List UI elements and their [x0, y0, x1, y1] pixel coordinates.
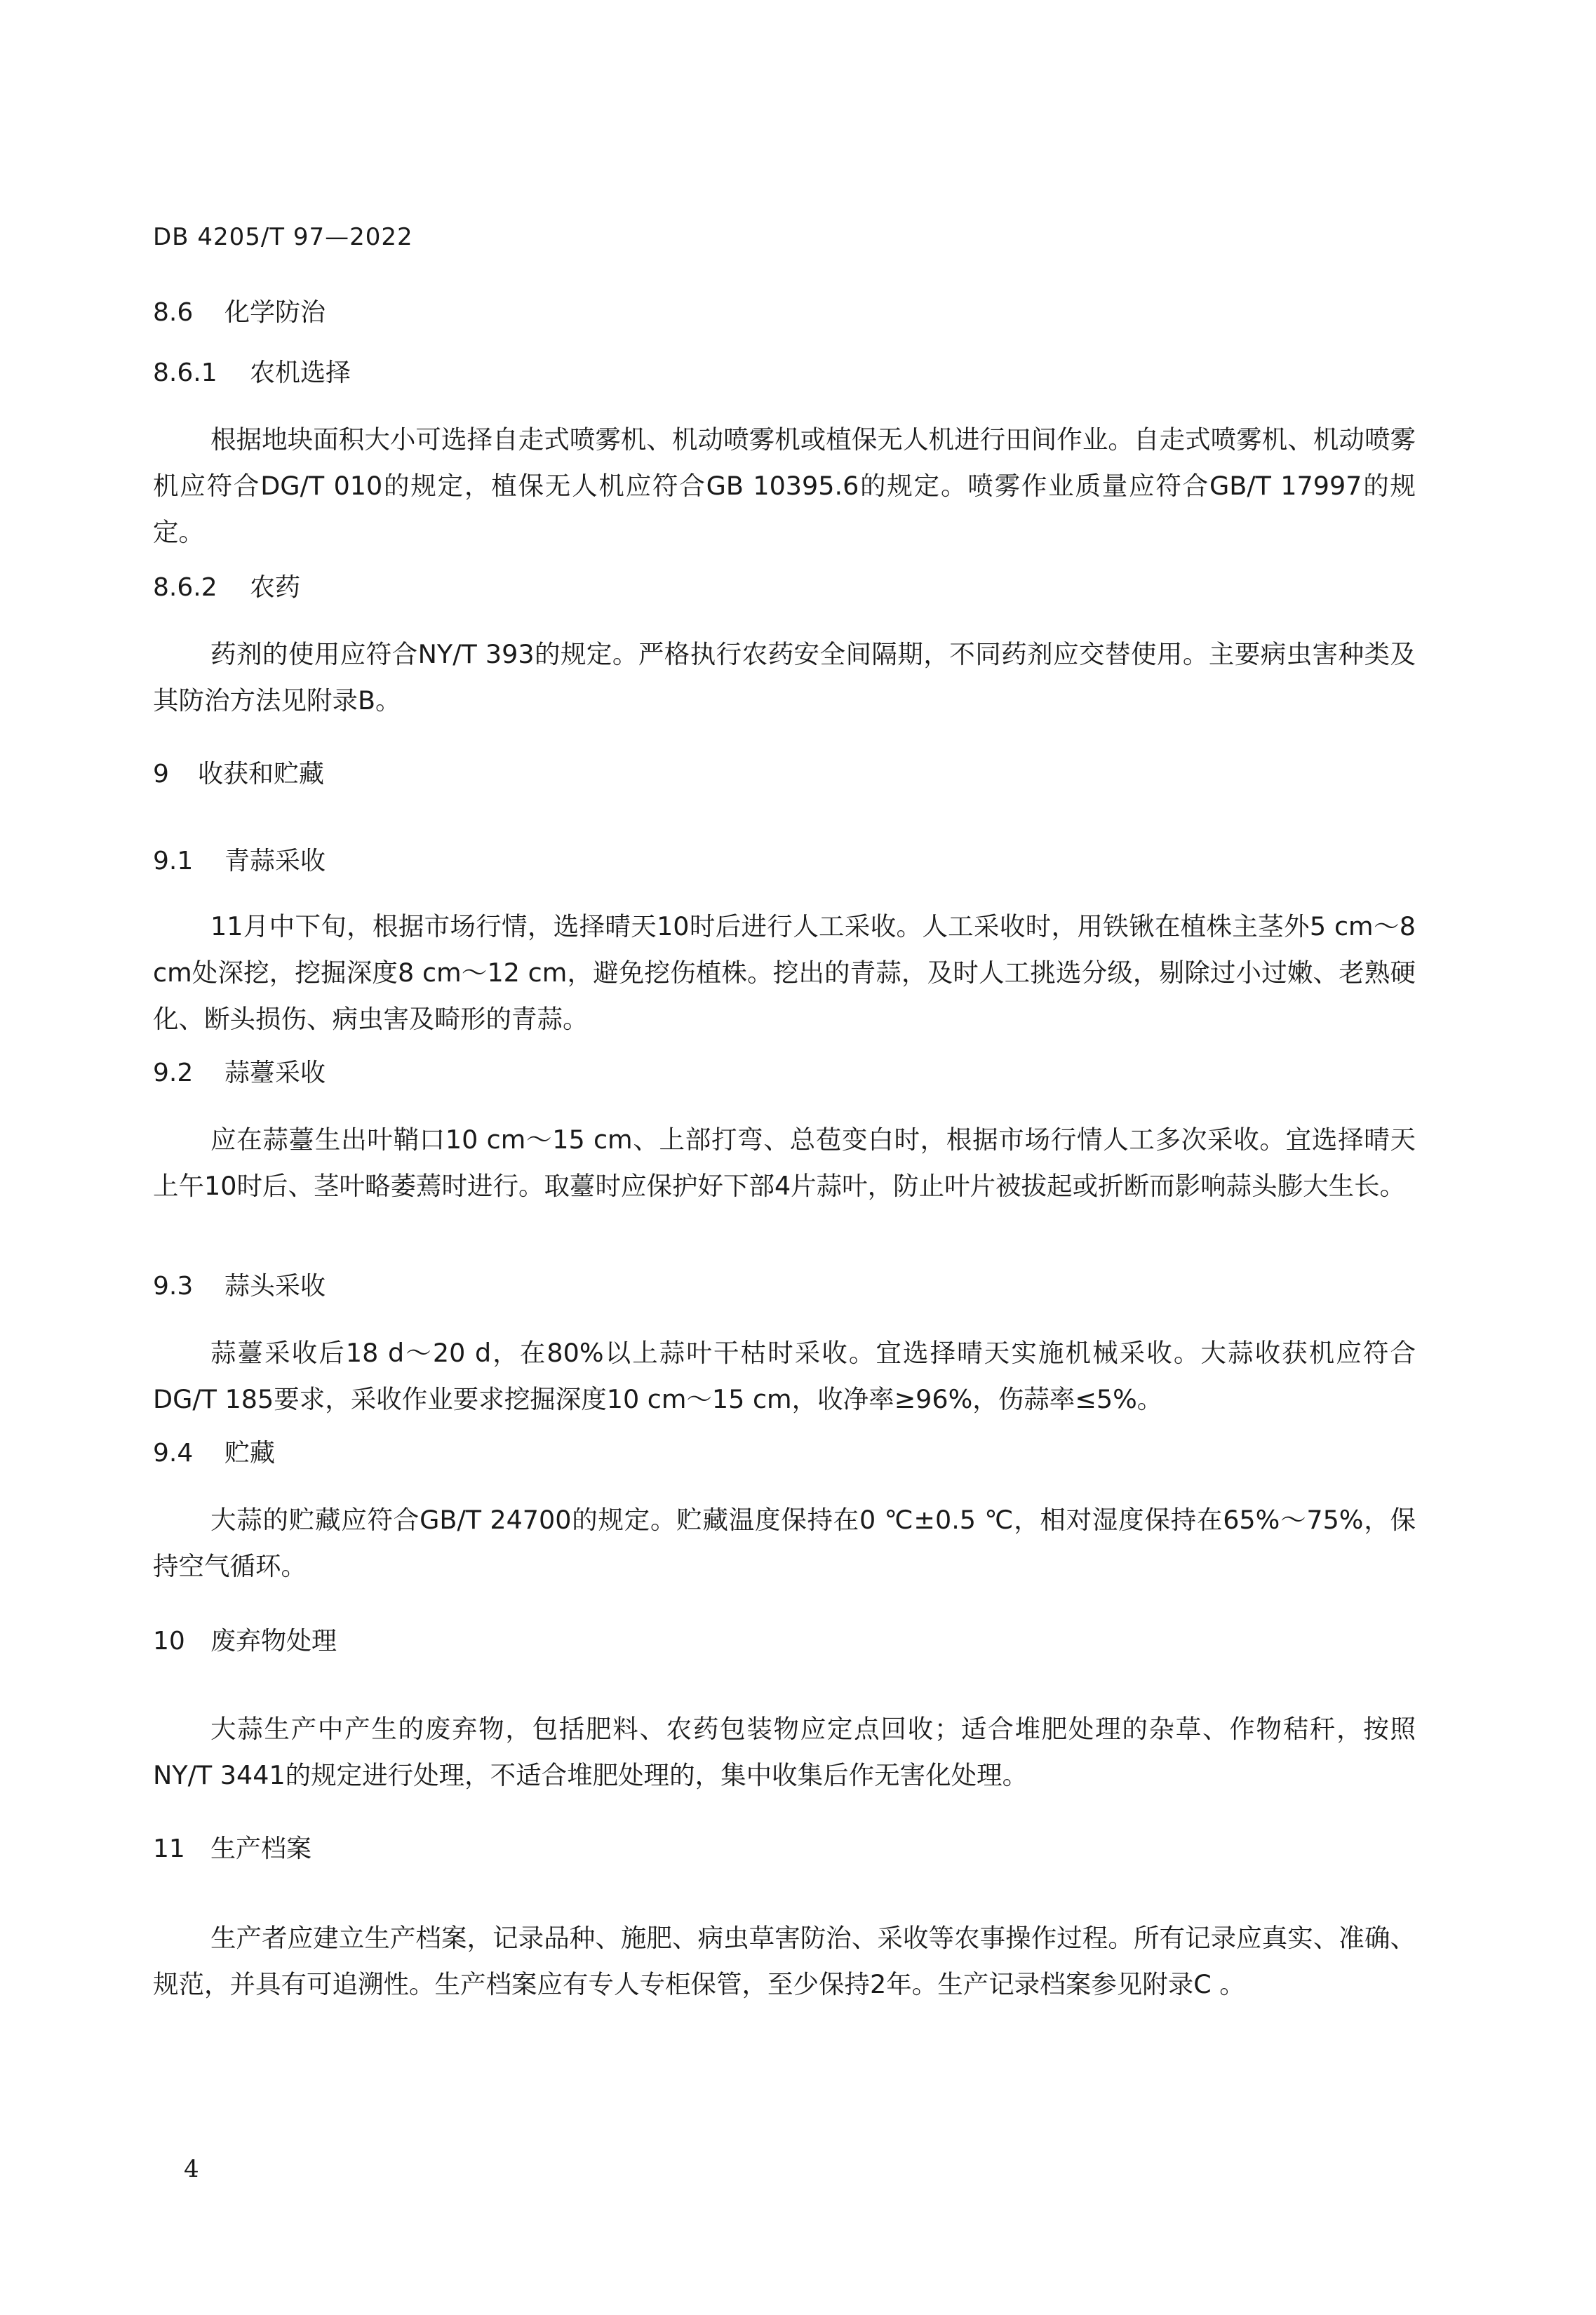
section-paragraph-8-6-1: 根据地块面积大小可选择自走式喷雾机、机动喷雾机或植保无人机进行田间作业。自走式喷雾机、机动喷雾机应符合DG/T 010的规定，植保无人机应符合GB 10395.6的规定。喷雾作业质量应符合GB/T 17997的规定。: [153, 424, 1416, 547]
section-title: 蒜头采收: [224, 1272, 326, 1301]
section-heading-9-1: [153, 846, 326, 877]
section-heading-8-6-2: [153, 572, 300, 603]
document-code: DB 4205/T 97—2022: [153, 223, 413, 251]
section-title: 生产档案: [210, 1834, 312, 1863]
section-number: 9.3: [153, 1272, 194, 1301]
page-number: 4: [184, 2155, 199, 2183]
section-paragraph-9-4: 大蒜的贮藏应符合GB/T 24700的规定。贮藏温度保持在0 ℃±0.5 ℃，相对湿度保持在65%～75%，保持空气循环。: [153, 1505, 1416, 1581]
section-title: 农机选择: [250, 358, 351, 387]
section-number: 10: [153, 1627, 185, 1656]
section-number: 8.6: [153, 298, 194, 327]
section-number: 9.1: [153, 847, 194, 875]
section-paragraph-9-2: 应在蒜薹生出叶鞘口10 cm～15 cm、上部打弯、总苞变白时，根据市场行情人工多次采收。宜选择晴天上午10时后、茎叶略萎蔫时进行。取薹时应保护好下部4片蒜叶，防止叶片被拔起或折断而影响蒜头膨大生长。: [153, 1125, 1416, 1201]
section-heading-11: [153, 1834, 311, 1865]
section-heading-9-4: [153, 1438, 275, 1469]
section-number: 9.2: [153, 1059, 194, 1087]
section-paragraph-10: 大蒜生产中产生的废弃物，包括肥料、农药包装物应定点回收；适合堆肥处理的杂草、作物秸秆，按照NY/T 3441的规定进行处理，不适合堆肥处理的，集中收集后作无害化处理。: [153, 1714, 1416, 1790]
section-number: 9.4: [153, 1439, 194, 1468]
section-title: 化学防治: [224, 298, 326, 327]
section-number: 8.6.1: [153, 358, 217, 387]
section-title: 收获和贮藏: [198, 760, 325, 789]
section-number: 9: [153, 760, 169, 789]
section-paragraph-8-6-2: 药剂的使用应符合NY/T 393的规定。严格执行农药安全间隔期，不同药剂应交替使用。主要病虫害种类及其防治方法见附录B。: [153, 639, 1416, 716]
section-heading-9: [153, 759, 324, 790]
section-number: 11: [153, 1834, 185, 1863]
section-heading-8-6: [153, 297, 326, 328]
section-title: 青蒜采收: [224, 847, 326, 875]
section-paragraph-9-1: 11月中下旬，根据市场行情，选择晴天10时后进行人工采收。人工采收时，用铁锹在植株主茎外5 cm～8 cm处深挖，挖掘深度8 cm～12 cm，避免挖伤植株。挖出的青蒜，及时人工挑选分级，剔除过小过嫩、老熟硬化、断头损伤、病虫害及畸形的青蒜。: [153, 911, 1416, 1034]
section-paragraph-9-3: 蒜薹采收后18 d～20 d，在80%以上蒜叶干枯时采收。宜选择晴天实施机械采收。大蒜收获机应符合DG/T 185要求，采收作业要求挖掘深度10 cm～15 cm，收净率≥96%，伤蒜率≤5%。: [153, 1338, 1416, 1414]
section-heading-9-3: [153, 1271, 326, 1302]
section-heading-8-6-1: [153, 358, 351, 389]
section-paragraph-11: 生产者应建立生产档案，记录品种、施肥、病虫草害防治、采收等农事操作过程。所有记录应真实、准确、规范，并具有可追溯性。生产档案应有专人专柜保管，至少保持2年。生产记录档案参见附录C 。: [153, 1923, 1416, 1999]
section-title: 贮藏: [224, 1439, 276, 1468]
section-heading-9-2: [153, 1058, 326, 1089]
section-title: 废弃物处理: [210, 1627, 337, 1656]
section-title: 农药: [250, 573, 301, 602]
section-heading-10: [153, 1626, 337, 1657]
section-title: 蒜薹采收: [224, 1059, 326, 1087]
section-number: 8.6.2: [153, 573, 217, 602]
